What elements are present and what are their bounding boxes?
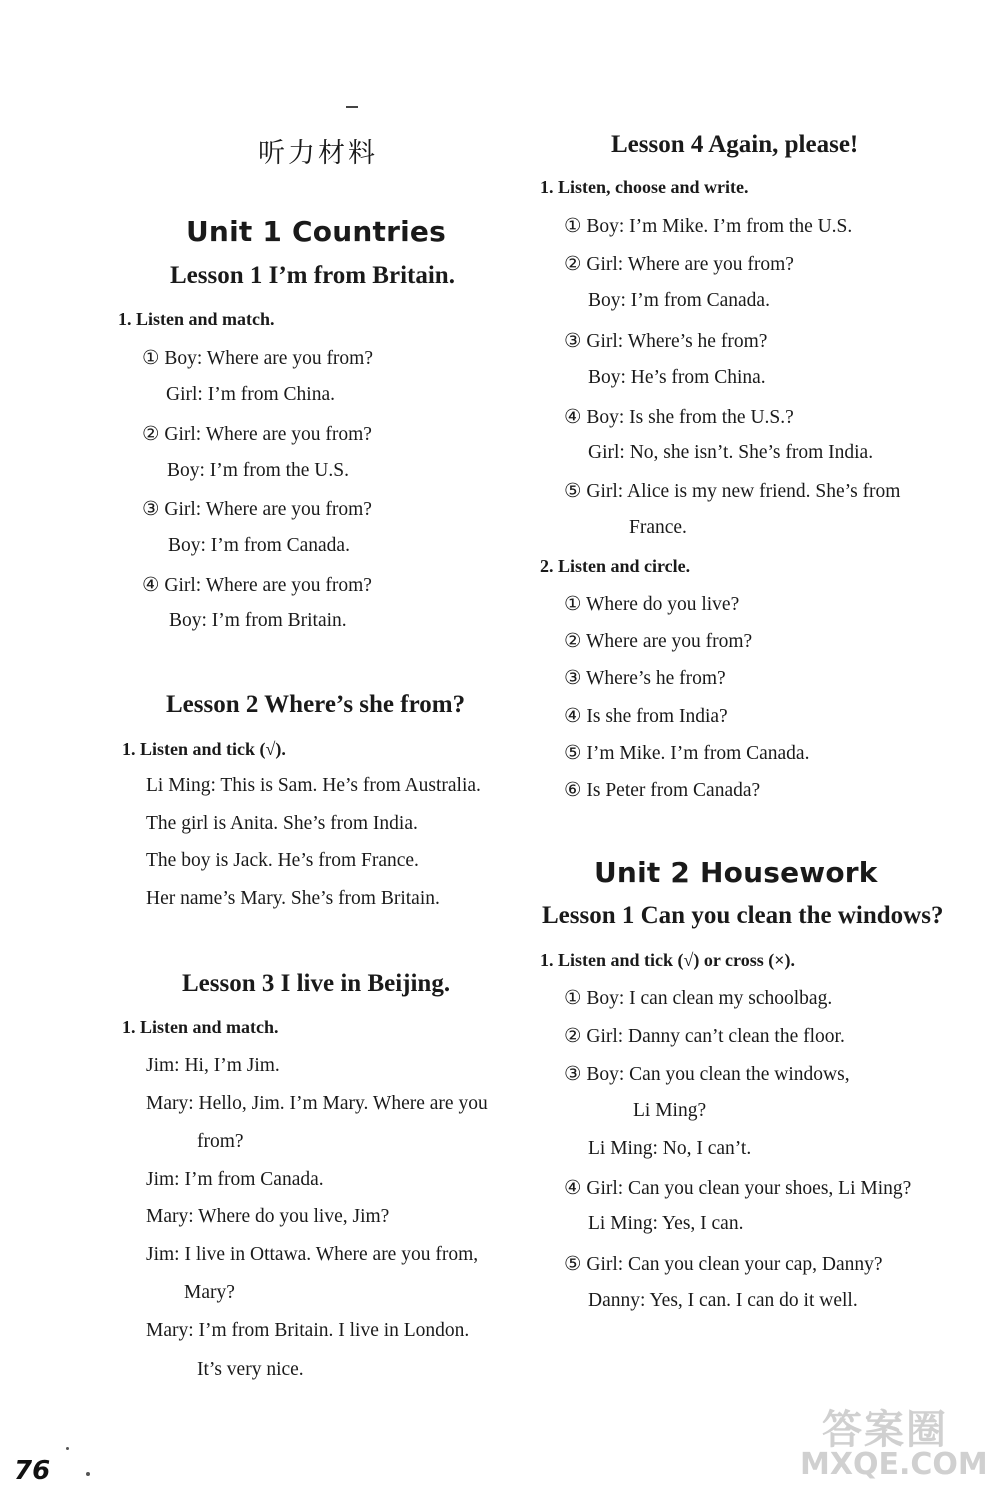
lesson4-circle-line: ① Where do you live? — [564, 594, 740, 615]
lesson4-line: Girl: No, she isn’t. She’s from India. — [588, 442, 874, 463]
lesson4-line: ④ Boy: Is she from the U.S.? — [564, 407, 794, 428]
lesson3-line: Mary: Hello, Jim. I’m Mary. Where are you — [146, 1093, 488, 1114]
lesson4-line: ③ Girl: Where’s he from? — [564, 331, 768, 352]
unit2-line: ③ Boy: Can you clean the windows, — [564, 1064, 850, 1085]
lesson2-line: Li Ming: This is Sam. He’s from Australia. — [146, 775, 481, 796]
watermark-url: MXQE.COM — [800, 1447, 988, 1482]
lesson2-line: The girl is Anita. She’s from India. — [146, 813, 418, 834]
lesson3-line: It’s very nice. — [197, 1359, 304, 1380]
lesson1-task: 1. Listen and match. — [118, 309, 275, 329]
lesson1-line: ④ Girl: Where are you from? — [142, 575, 372, 596]
lesson3-line: Jim: I live in Ottawa. Where are you from, — [146, 1244, 479, 1265]
lesson4-circle-line: ⑥ Is Peter from Canada? — [564, 780, 761, 801]
lesson4-line: ① Boy: I’m Mike. I’m from the U.S. — [564, 216, 853, 237]
lesson4-line: France. — [629, 517, 687, 538]
lesson2-line: The boy is Jack. He’s from France. — [146, 850, 419, 871]
lesson3-line: Mary? — [184, 1282, 235, 1303]
lesson3-title: Lesson 3 I live in Beijing. — [182, 970, 451, 997]
lesson4-line: Boy: He’s from China. — [588, 367, 766, 388]
unit1-title: Unit 1 Countries — [186, 215, 446, 248]
lesson4-task2: 2. Listen and circle. — [540, 556, 691, 576]
lesson4-line: Boy: I’m from Canada. — [588, 290, 770, 311]
lesson4-circle-line: ⑤ I’m Mike. I’m from Canada. — [564, 743, 810, 764]
lesson3-line: from? — [197, 1131, 244, 1152]
lesson4-title: Lesson 4 Again, please! — [611, 131, 859, 158]
watermark-logo: 答案圈 — [822, 1407, 948, 1453]
lesson4-circle-line: ③ Where’s he from? — [564, 668, 726, 689]
lesson4-task1: 1. Listen, choose and write. — [540, 177, 749, 197]
page-number: 76 — [14, 1456, 51, 1486]
scan-speck — [86, 1472, 90, 1476]
unit2-lesson1-title: Lesson 1 Can you clean the windows? — [542, 902, 944, 929]
unit2-line: ④ Girl: Can you clean your shoes, Li Ming? — [564, 1178, 912, 1199]
lesson1-line: ② Girl: Where are you from? — [142, 424, 372, 445]
lesson1-line: Boy: I’m from Canada. — [168, 535, 350, 556]
lesson1-title: Lesson 1 I’m from Britain. — [170, 262, 455, 289]
lesson2-task: 1. Listen and tick (√). — [122, 739, 286, 759]
lesson4-line: ⑤ Girl: Alice is my new friend. She’s from — [564, 481, 901, 502]
lesson3-line: Jim: Hi, I’m Jim. — [146, 1055, 280, 1076]
lesson4-line: ② Girl: Where are you from? — [564, 254, 794, 275]
lesson1-line: Boy: I’m from the U.S. — [167, 460, 349, 481]
lesson4-circle-line: ④ Is she from India? — [564, 706, 728, 727]
unit2-line: ② Girl: Danny can’t clean the floor. — [564, 1026, 845, 1047]
unit2-lesson1-task: 1. Listen and tick (√) or cross (×). — [540, 950, 795, 970]
unit2-line: ⑤ Girl: Can you clean your cap, Danny? — [564, 1254, 883, 1275]
page-title: 听力材料 — [258, 138, 378, 169]
lesson2-line: Her name’s Mary. She’s from Britain. — [146, 888, 440, 909]
scan-speck — [66, 1447, 69, 1450]
lesson2-title: Lesson 2 Where’s she from? — [166, 691, 466, 718]
unit2-line: Li Ming: Yes, I can. — [588, 1213, 744, 1234]
unit2-line: Danny: Yes, I can. I can do it well. — [588, 1290, 858, 1311]
lesson3-line: Mary: Where do you live, Jim? — [146, 1206, 390, 1227]
unit2-line: Li Ming? — [633, 1100, 707, 1121]
lesson1-line: Girl: I’m from China. — [166, 384, 335, 405]
lesson1-line: ① Boy: Where are you from? — [142, 348, 374, 369]
lesson4-circle-line: ② Where are you from? — [564, 631, 753, 652]
lesson3-task: 1. Listen and match. — [122, 1017, 279, 1037]
unit2-title: Unit 2 Housework — [594, 856, 878, 889]
unit2-line: ① Boy: I can clean my schoolbag. — [564, 988, 833, 1009]
lesson3-line: Mary: I’m from Britain. I live in London. — [146, 1320, 470, 1341]
top-dash — [346, 106, 358, 108]
lesson1-line: ③ Girl: Where are you from? — [142, 499, 372, 520]
lesson3-line: Jim: I’m from Canada. — [146, 1169, 324, 1190]
lesson1-line: Boy: I’m from Britain. — [169, 610, 347, 631]
unit2-line: Li Ming: No, I can’t. — [588, 1138, 752, 1159]
